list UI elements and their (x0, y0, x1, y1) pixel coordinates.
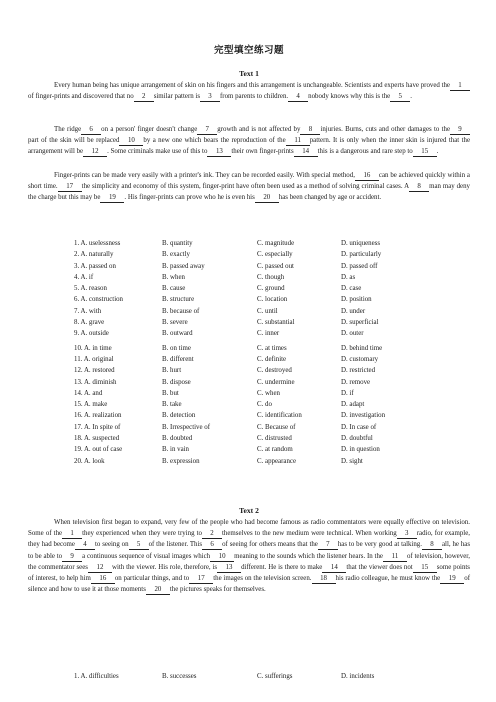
passage-text: this is a dangerous and rare step to (317, 148, 413, 156)
passage-text: The ridge (54, 126, 82, 133)
option-choice: B. structure (162, 296, 195, 304)
option-row (74, 399, 464, 410)
option-choice: C. especially (257, 251, 293, 259)
option-row (74, 422, 464, 433)
answer-blank: 4 (288, 92, 308, 102)
answer-blank: 15 (413, 563, 437, 573)
option-choice: D. behind time (341, 344, 383, 352)
option-choice: 3. A. passed on (74, 262, 116, 270)
passage-text: of the listener. This (148, 541, 203, 549)
option-choice: D. restricted (341, 367, 376, 375)
option-row (74, 294, 464, 305)
option-choice: 5. A. reason (74, 285, 107, 293)
option-choice: D. adapt (341, 401, 365, 409)
option-choice: 12. A. restored (74, 367, 115, 375)
option-row (74, 410, 464, 421)
option-choice: D. incidents (341, 673, 375, 680)
passage-text: . His finger-prints can prove who he is even his (124, 194, 255, 202)
passage-text: radio, for example, they had become (28, 530, 470, 549)
option-choice: C. magnitude (257, 240, 295, 247)
option-choice: C. though (257, 273, 285, 281)
answer-blank: 4 (75, 540, 95, 550)
option-row (74, 317, 464, 328)
passage-text: of television, however, the commentator sees (28, 552, 470, 571)
answer-blank: 11 (383, 552, 407, 562)
option-choice: B. detection (162, 412, 196, 420)
passage-text: Finger-prints can be made very easily with a printer's ink. They can be recorded easily. With special method, (54, 172, 355, 179)
option-row (74, 365, 464, 376)
option-choice: 7. A. with (74, 307, 102, 315)
option-choice: 13. A. diminish (74, 378, 117, 386)
answer-blank: 16 (91, 574, 115, 584)
passage-text: on particular things, and to (114, 575, 190, 583)
text2-options (74, 671, 464, 682)
text2-paragraph-1 (28, 517, 470, 595)
text2-heading: Text 2 (239, 506, 259, 515)
passage-text: of seeing for others means that the (222, 541, 318, 549)
answer-blank: 10 (210, 552, 234, 562)
text1-paragraph-3 (28, 170, 470, 204)
option-choice: 6. A. construction (74, 296, 123, 304)
option-choice: C. ground (257, 285, 285, 293)
passage-text: on a person' finger doesn't change (101, 126, 198, 133)
passage-text: his radio colleague, he must know the (335, 575, 441, 583)
passage-text: the images on the television screen. (213, 575, 312, 583)
option-choice: B. severe (162, 319, 188, 327)
option-choice: D. passed off (341, 262, 378, 270)
option-choice: C. until (257, 307, 278, 315)
option-choice: C. location (257, 296, 288, 304)
option-choice: D. outer (341, 330, 364, 338)
option-choice: B. in vain (162, 446, 189, 454)
option-choice: 1. A. uselessness (74, 240, 121, 247)
answer-blank: 20 (146, 585, 170, 595)
option-choice: B. because of (162, 307, 200, 315)
answer-blank: 12 (88, 563, 112, 573)
option-choice: B. take (162, 401, 182, 409)
answer-blank: 16 (355, 171, 379, 181)
option-row (74, 306, 464, 317)
answer-blank: 3 (200, 92, 220, 102)
passage-text: the pictures speaks for themselves. (169, 586, 266, 594)
answer-blank: 6 (202, 540, 222, 550)
option-choice: 1. A. difficulties (74, 673, 119, 680)
option-choice: B. passed away (162, 262, 205, 270)
option-choice: 4. A. if (74, 273, 94, 281)
option-choice: 19. A. out of case (74, 446, 123, 454)
option-choice: D. in question (341, 446, 380, 454)
answer-blank: 10 (119, 136, 143, 146)
passage-text: pattern. It is only when the inner skin is injured that the arrangement will be (28, 137, 471, 156)
option-choice: B. when (162, 273, 185, 281)
answer-blank: 17 (58, 182, 82, 192)
answer-blank: 1 (62, 529, 82, 539)
option-row (74, 671, 464, 682)
option-choice: B. cause (162, 285, 186, 293)
passage-text: different. He is there to make (241, 563, 323, 571)
answer-blank: 9 (450, 125, 470, 135)
passage-text: that the viewer does not (346, 563, 413, 571)
passage-text: the simplicity and economy of this system, finger-print have often been used as a method of solving criminal cases. A (81, 183, 410, 191)
passage-text: meaning to the sounds which the listener hears. In the (234, 552, 383, 560)
option-choice: B. outward (162, 330, 193, 338)
option-choice: C. substantial (257, 319, 295, 327)
option-choice: C. inner (257, 330, 280, 338)
option-choice: B. successes (162, 673, 197, 680)
option-row (74, 343, 464, 354)
option-choice: B. exactly (162, 251, 190, 259)
answer-blank: 14 (322, 563, 346, 573)
option-row (74, 377, 464, 388)
option-choice: D. if (341, 389, 354, 397)
option-choice: 10. A. in time (74, 344, 112, 352)
passage-text: by a new one which bears the reproduction of the (143, 137, 286, 145)
passage-text: themselves to the new medium were technical. When working (222, 530, 397, 538)
option-choice: D. investigation (341, 412, 386, 420)
answer-blank: 14 (294, 147, 318, 157)
option-choice: C. when (257, 389, 280, 397)
option-choice: D. In case of (341, 423, 377, 431)
option-choice: C. destroyed (257, 367, 292, 375)
page-title: 完型填空练习题 (213, 46, 284, 56)
text1-heading: Text 1 (239, 69, 259, 78)
option-row (74, 444, 464, 455)
option-choice: C. at random (257, 446, 293, 454)
passage-text: of silence and how to use it at those moments (28, 575, 470, 594)
option-row (74, 283, 464, 294)
option-choice: D. as (341, 273, 356, 281)
passage-text: has to be very good at talking. (337, 541, 422, 549)
passage-text: some points of interest, to help him (28, 563, 470, 583)
passage-text: their own finger-prints (231, 148, 294, 156)
answer-blank: 2 (202, 529, 222, 539)
answer-blank: 15 (413, 147, 437, 157)
option-choice: D. customary (341, 355, 379, 363)
option-choice: C. sufferings (257, 673, 293, 680)
option-choice: C. passed out (257, 262, 294, 270)
answer-blank: 7 (197, 125, 217, 135)
option-row (74, 249, 464, 260)
option-choice: B. doubted (162, 435, 193, 443)
passage-text: growth and is not affected by (217, 126, 301, 133)
passage-text: Every human being has unique arrangement of skin on his fingers and this arrangement is unchangeable. Scientists and experts have proved the (54, 82, 450, 89)
answer-blank: 19 (100, 193, 124, 203)
option-row (74, 238, 464, 249)
option-choice: B. quantity (162, 240, 193, 247)
option-choice: 20. A. look (74, 457, 105, 465)
text1-options (74, 238, 464, 467)
answer-blank: 2 (134, 92, 154, 102)
option-choice: C. identification (257, 412, 302, 420)
option-choice: C. definite (257, 355, 287, 363)
passage-text: . Some criminals make use of this to (107, 148, 208, 156)
option-choice: 2. A. naturally (74, 251, 114, 259)
answer-blank: 1 (450, 81, 470, 91)
option-choice: 18. A. suspected (74, 435, 120, 443)
answer-blank: 19 (440, 574, 464, 584)
option-choice: D. doubtful (341, 435, 373, 443)
answer-blank: 9 (62, 552, 82, 562)
passage-text: When television first began to expand, very few of the people who had become famous as radio commentators were equally effective on television. Some of the (28, 519, 470, 538)
option-choice: D. under (341, 307, 366, 315)
passage-text: man may deny the charge but this may be (28, 183, 470, 202)
answer-blank: 12 (83, 147, 107, 157)
option-choice: C. appearance (257, 457, 297, 465)
passage-text: with the viewer. His role, therefore, is (111, 563, 218, 571)
passage-text: a continuous sequence of visual images which (82, 552, 211, 560)
option-choice: D. superficial (341, 319, 379, 327)
passage-text: . (410, 93, 412, 101)
passage-text: injuries. Burns, cuts and other damages to the (320, 126, 450, 133)
passage-text: . (436, 148, 439, 156)
option-choice: B. dispose (162, 378, 191, 386)
answer-blank: 8 (422, 540, 442, 550)
option-choice: 14. A. and (74, 389, 103, 397)
option-row (74, 388, 464, 399)
option-choice: C. do (257, 401, 272, 409)
answer-blank: 5 (129, 540, 149, 550)
option-choice: D. sight (341, 457, 363, 465)
option-choice: 8. A. grave (74, 319, 105, 327)
passage-text: to seeing on (94, 541, 129, 549)
option-choice: 16. A. realization (74, 412, 122, 420)
passage-text: from parents to children. (220, 93, 289, 101)
text1-paragraph-1 (28, 80, 470, 102)
answer-blank: 8 (300, 125, 320, 135)
passage-text: can be achieved quickly within a short time. (28, 172, 470, 191)
option-choice: C. at times (257, 344, 287, 352)
answer-blank: 7 (318, 540, 338, 550)
option-choice: D. uniqueness (341, 240, 381, 247)
option-row (74, 328, 464, 339)
passage-text: they experienced when they were trying to (82, 530, 203, 538)
option-choice: C. Because of (257, 423, 296, 431)
option-choice: D. position (341, 296, 372, 304)
option-choice: B. hurt (162, 367, 182, 375)
option-row (74, 272, 464, 283)
option-choice: 9. A. outside (74, 330, 109, 338)
answer-blank: 5 (390, 92, 410, 102)
answer-blank: 8 (409, 182, 429, 192)
option-choice: C. undermine (257, 378, 295, 386)
option-choice: 11. A. original (74, 355, 114, 363)
option-choice: D. case (341, 285, 362, 293)
option-row (74, 354, 464, 365)
option-choice: D. remove (341, 378, 371, 386)
option-choice: B. Irrespective of (162, 423, 211, 431)
option-choice: B. but (162, 389, 179, 397)
option-row (74, 261, 464, 272)
answer-blank: 13 (207, 147, 231, 157)
option-choice: B. on time (162, 344, 191, 352)
passage-text: nobody knows why this is the (308, 93, 391, 101)
text1-paragraph-2 (28, 124, 470, 158)
option-choice: C. distrusted (257, 435, 292, 443)
option-row (74, 456, 464, 467)
answer-blank: 11 (286, 136, 310, 146)
option-choice: B. different (162, 355, 194, 363)
passage-text: has been changed by age or accident. (278, 194, 382, 202)
answer-blank: 17 (189, 574, 213, 584)
answer-blank: 3 (397, 529, 417, 539)
option-choice: 17. A. In spite of (74, 423, 121, 431)
passage-text: part of the skin will be replaced (28, 137, 120, 145)
passage-text: similar pattern is (153, 93, 200, 101)
answer-blank: 18 (312, 574, 336, 584)
option-row (74, 433, 464, 444)
answer-blank: 13 (217, 563, 241, 573)
passage-text: all, he has to be able to (28, 541, 470, 560)
option-choice: B. expression (162, 457, 200, 465)
answer-blank: 6 (81, 125, 101, 135)
answer-blank: 20 (255, 193, 279, 203)
option-choice: D. particularly (341, 251, 382, 259)
option-choice: 15. A. make (74, 401, 108, 409)
passage-text: of finger-prints and discovered that no (28, 93, 134, 101)
